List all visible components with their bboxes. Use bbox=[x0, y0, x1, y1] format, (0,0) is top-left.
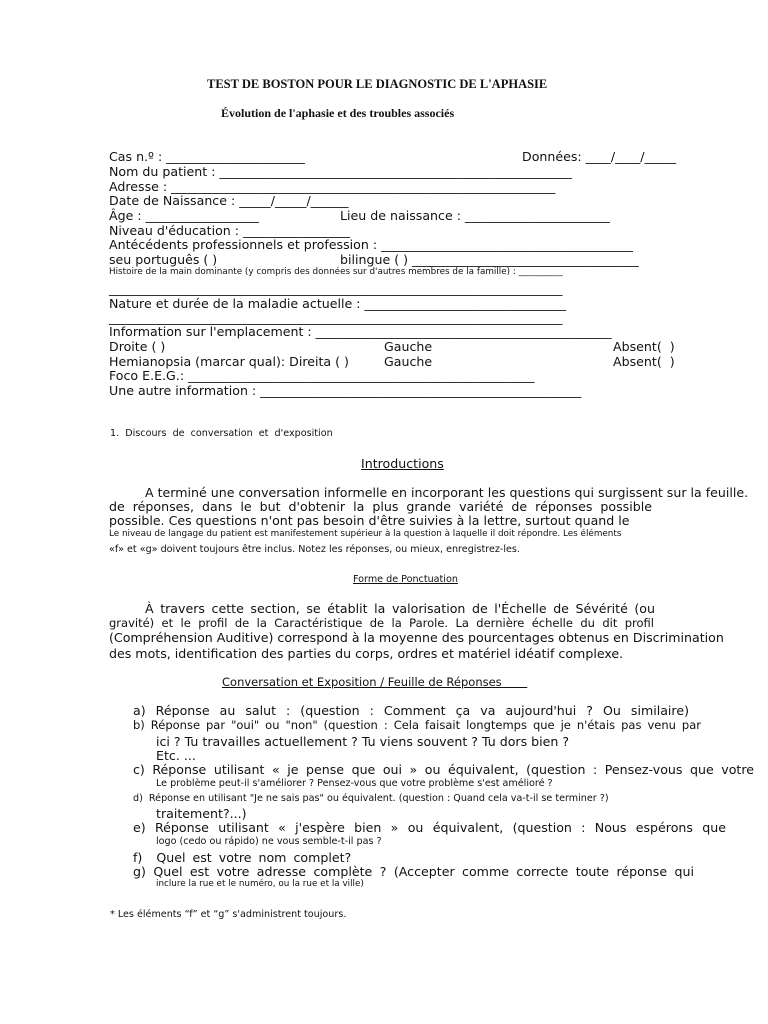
dominant-hand-field: Histoire de la main dominante (y compris des données sur d'autres membres de la famille) : __________ bbox=[109, 267, 563, 277]
paragraph-line: À travers cette section, se établit la valorisation de l'Échelle de Sévérité (ou bbox=[145, 601, 655, 616]
question-d: d) Réponse en utilisant "Je ne sais pas" ou équivalent. (question : Quand cela va-t-il se terminer ?) bbox=[133, 793, 609, 804]
section-heading: 1. Discours de conversation et d'exposition bbox=[110, 428, 333, 439]
left-option: Gauche bbox=[384, 339, 433, 354]
right-option: Droite ( ) bbox=[109, 339, 166, 354]
scoring-heading: Forme de Ponctuation bbox=[353, 574, 458, 585]
hemianopsia-field: Hemianopsia (marcar qual): Direita ( ) bbox=[109, 354, 349, 369]
background-field: Antécédents professionnels et profession : ________________________________________ bbox=[109, 237, 633, 252]
blank-line: ________________________________________________________________________ bbox=[109, 310, 563, 325]
paragraph-line: Le niveau de langage du patient est manifestement supérieur à la question à laquelle il doit répondre. Les éléments bbox=[109, 529, 622, 539]
address-field: Adresse : _____________________________________________________________ bbox=[109, 179, 556, 194]
question-e-continued: logo (cedo ou rápido) ne vous semble-t-il pas ? bbox=[156, 836, 382, 847]
question-d-continued: traitement?...) bbox=[156, 806, 247, 821]
question-b-continued: Etc. ... bbox=[156, 748, 196, 763]
birth-date-field: Date de Naissance : _____/_____/______ bbox=[109, 193, 349, 208]
absent-option: Absent( ) bbox=[613, 339, 675, 354]
bilingual-field: bilingue ( ) ____________________________________ bbox=[340, 252, 639, 267]
illness-field: Nature et durée de la maladie actuelle : ________________________________ bbox=[109, 296, 566, 311]
birthplace-field: Lieu de naissance : _______________________ bbox=[340, 208, 610, 223]
question-e: e) Réponse utilisant « j'espère bien » ou équivalent, (question : Nous espérons que bbox=[133, 820, 726, 835]
location-field: Information sur l'emplacement : _______________________________________________ bbox=[109, 324, 612, 339]
question-g-continued: inclure la rue et le numéro, ou la rue et la ville) bbox=[156, 879, 364, 889]
left-option: Gauche bbox=[384, 354, 433, 369]
introductions-heading: Introductions bbox=[361, 456, 444, 471]
date-field: Données: ____/____/_____ bbox=[522, 149, 677, 164]
blank-line: ________________________________________________________________________ bbox=[109, 281, 563, 296]
question-g: g) Quel est votre adresse complète ? (Accepter comme correcte toute réponse qui bbox=[133, 864, 694, 879]
case-number-field: Cas n.º : ______________________ bbox=[109, 149, 305, 164]
paragraph-line: «f» et «g» doivent toujours être inclus. Notez les réponses, ou mieux, enregistrez-les. bbox=[109, 544, 520, 555]
question-c-continued: Le problème peut-il s'améliorer ? Pensez-vous que votre problème s'est amélioré ? bbox=[156, 778, 553, 789]
education-field: Niveau d'éducation : _________________ bbox=[109, 223, 351, 238]
page-subtitle: Évolution de l'aphasie et des troubles associés bbox=[221, 106, 455, 120]
paragraph-line: de réponses, dans le but d'obtenir la plus grande variété de réponses possible bbox=[109, 499, 652, 514]
paragraph-line: gravité) et le profil de la Caractéristique de la Parole. La dernière échelle du dit profil bbox=[109, 616, 654, 630]
question-b: b) Réponse par "oui" ou "non" (question : Cela faisait longtemps que je n'étais pas venu par bbox=[133, 718, 701, 732]
paragraph-line: A terminé une conversation informelle en incorporant les questions qui surgissent sur la feuille. bbox=[145, 485, 749, 500]
paragraph-line: possible. Ces questions n'ont pas besoin d'être suivies à la lettre, surtout quand le bbox=[109, 513, 630, 528]
conversation-heading: Conversation et Exposition / Feuille de Réponses bbox=[222, 675, 502, 689]
question-b-continued: ici ? Tu travailles actuellement ? Tu viens souvent ? Tu dors bien ? bbox=[156, 734, 570, 749]
patient-name-field: Nom du patient : ________________________________________________________ bbox=[109, 164, 573, 179]
absent-option: Absent( ) bbox=[613, 354, 675, 369]
age-field: Âge : __________________ bbox=[109, 208, 259, 223]
eeg-focus-field: Foco E.E.G.: _______________________________________________________ bbox=[109, 368, 535, 383]
question-a: a) Réponse au salut : (question : Comment ça va aujourd'hui ? Ou similaire) bbox=[133, 703, 689, 718]
other-info-field: Une autre information : ___________________________________________________ bbox=[109, 383, 582, 398]
paragraph-line: des mots, identification des parties du corps, ordres et matériel idéatif complexe. bbox=[109, 646, 624, 661]
page-title: TEST DE BOSTON POUR LE DIAGNOSTIC DE L'APHASIE bbox=[207, 77, 548, 91]
portuguese-field: seu português ( ) bbox=[109, 252, 218, 267]
paragraph-line: (Compréhension Auditive) correspond à la moyenne des pourcentages obtenus en Discrimination bbox=[109, 630, 724, 645]
footnote: * Les éléments “f” et “g” s'administrent toujours. bbox=[110, 909, 347, 920]
question-c: c) Réponse utilisant « je pense que oui » ou équivalent, (question : Pensez-vous que votre bbox=[133, 762, 754, 777]
question-f: f) Quel est votre nom complet? bbox=[133, 850, 352, 865]
